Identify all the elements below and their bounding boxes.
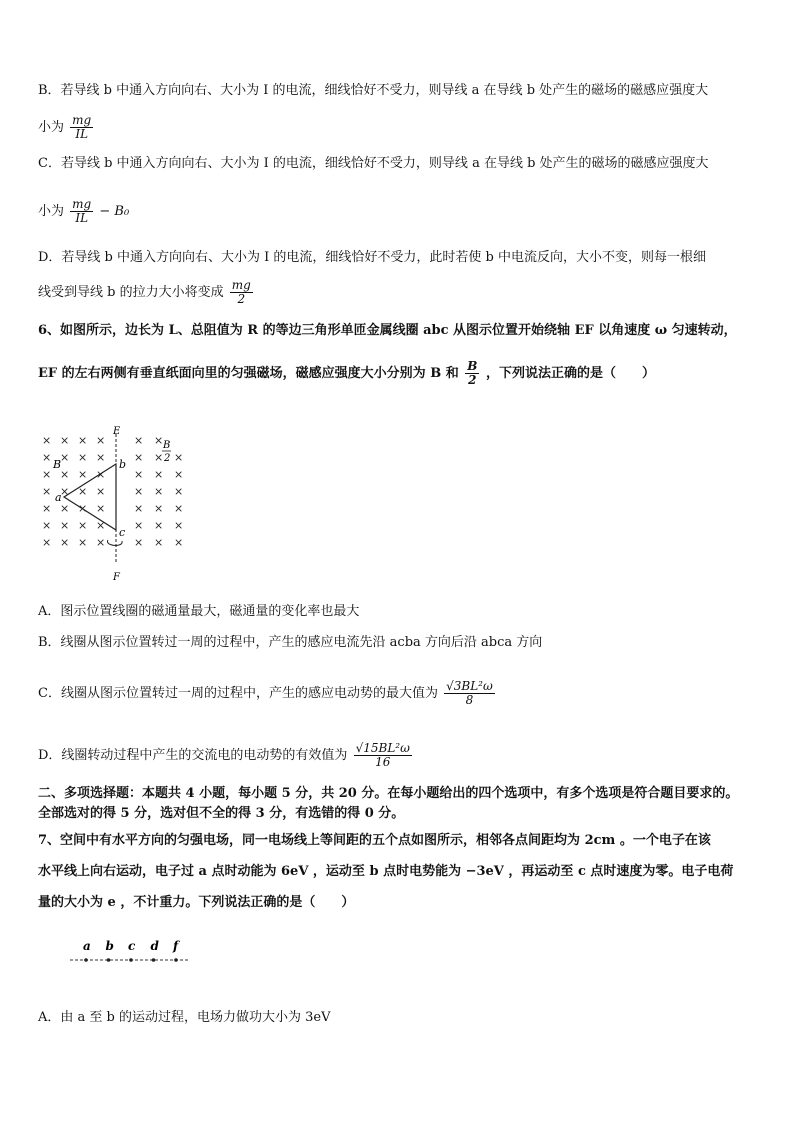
field-cross-right: × (154, 536, 164, 549)
field-cross-left: × (96, 468, 106, 481)
field-point-d (152, 958, 156, 962)
q6-stem-line2 (38, 360, 655, 387)
field-cross-left: × (96, 434, 106, 447)
q5-option-d-line1: D．若导线 b 中通入方向向右、大小为 I 的电流，细线恰好不受力，此时若使 b 中电流反向，大小不变，则每一根细 (38, 250, 706, 265)
field-point-c (129, 958, 133, 962)
field-cross-right: × (154, 485, 164, 498)
field-label-b-left: B (53, 458, 62, 471)
q5-option-d-fraction (230, 279, 253, 306)
field-point-f (174, 958, 178, 962)
vertex-label-a: a (55, 491, 62, 504)
q5-option-c-frac-num: mg (72, 197, 92, 211)
field-cross-left: × (60, 451, 70, 464)
field-cross-left: × (96, 485, 106, 498)
q5-option-b-line2 (38, 114, 95, 141)
section2-heading-line1: 二、多项选择题：本题共 4 小题，每小题 5 分，共 20 分。在每小题给出的四个选项中，有多个选项是符合题目要求的。 (38, 786, 739, 801)
field-cross-left: × (96, 451, 106, 464)
field-cross-left: × (42, 519, 52, 532)
field-cross-right: × (174, 536, 184, 549)
q5-option-c-frac-den: IL (75, 211, 89, 225)
field-label-b-right-num: B (163, 440, 171, 451)
q5-option-d-frac-num: mg (231, 278, 251, 292)
q6-magnetic-field-figure (34, 424, 194, 586)
q6-stem-line2-suffix: ，下列说法正确的是（ ） (485, 366, 655, 381)
q7-stem-line2: 水平线上向右运动，电子过 a 点时动能为 6eV ，运动至 b 点时电势能为 −3eV ，再运动至 c 点时速度为零。电子电荷 (38, 864, 734, 879)
axis-label-f: F (113, 572, 120, 583)
q6-option-a: A．图示位置线圈的磁通量最大，磁通量的变化率也最大 (38, 604, 360, 619)
q7-stem-line3: 量的大小为 e ，不计重力。下列说法正确的是（ ） (38, 895, 355, 910)
field-cross-left: × (78, 519, 88, 532)
field-cross-right: × (174, 502, 184, 515)
q5-option-d-frac-den: 2 (237, 292, 246, 306)
field-point-label-f: f (173, 939, 179, 953)
q6-option-d-prefix: D．线圈转动过程中产生的交流电的电动势的有效值为 (38, 748, 348, 763)
q6-option-c-frac-den: 8 (465, 693, 474, 707)
field-cross-right: × (154, 519, 164, 532)
field-point-label-d: d (150, 939, 159, 953)
field-point-b (107, 958, 111, 962)
q6-stem-frac-den: 2 (468, 373, 477, 387)
field-cross-left: × (42, 536, 52, 549)
field-cross-left: × (78, 451, 88, 464)
field-cross-left: × (78, 536, 88, 549)
q6-option-d-fraction (354, 742, 412, 769)
field-cross-right: × (134, 434, 144, 447)
rotation-arrow-icon (107, 540, 122, 545)
vertex-label-c: c (119, 526, 126, 539)
q6-stem-line2-prefix: EF 的左右两侧有垂直纸面向里的匀强磁场，磁感应强度大小分别为 B 和 (38, 366, 459, 381)
q5-option-b-prefix: 小为 (38, 120, 65, 135)
field-cross-right: × (174, 485, 184, 498)
field-point-label-a: a (83, 939, 91, 953)
field-cross-left: × (60, 485, 70, 498)
field-cross-left: × (60, 502, 70, 515)
q6-stem-fraction (465, 360, 479, 387)
field-cross-left: × (78, 434, 88, 447)
q5-option-b-frac-num: mg (72, 113, 92, 127)
field-label-b-right-den: 2 (164, 453, 171, 464)
q5-option-c-prefix: 小为 (38, 204, 65, 219)
field-cross-left: × (96, 519, 106, 532)
q5-option-c-line1: C．若导线 b 中通入方向向右、大小为 I 的电流，细线恰好不受力，则导线 a 在导线 b 处产生的磁场的磁感应强度大 (38, 156, 709, 171)
field-cross-left: × (78, 502, 88, 515)
q5-option-c-fraction (70, 198, 93, 225)
field-point-a (84, 958, 88, 962)
field-cross-left: × (60, 468, 70, 481)
field-cross-left: × (60, 519, 70, 532)
q6-option-b: B．线圈从图示位置转过一周的过程中，产生的感应电流先沿 acba 方向后沿 abca 方向 (38, 635, 543, 650)
q5-option-b-frac-den: IL (75, 127, 89, 141)
field-points (83, 939, 180, 962)
q6-option-c-prefix: C．线圈从图示位置转过一周的过程中，产生的感应电动势的最大值为 (38, 686, 438, 701)
vertex-label-b: b (119, 458, 127, 471)
q7-option-a: A．由 a 至 b 的运动过程，电场力做功大小为 3eV (38, 1010, 331, 1025)
field-cross-left: × (96, 502, 106, 515)
q6-stem-line1: 6、如图所示，边长为 L、总阻值为 R 的等边三角形单匝金属线圈 abc 从图示位置开始绕轴 EF 以角速度 ω 匀速转动， (38, 323, 737, 338)
q5-option-c-suffix: − B₀ (99, 204, 130, 219)
field-cross-right: × (154, 451, 164, 464)
field-cross-right: × (134, 485, 144, 498)
q6-option-c-frac-num: √3BL²ω (446, 679, 493, 693)
field-cross-right: × (174, 468, 184, 481)
field-point-label-b: b (105, 939, 114, 953)
field-cross-left: × (78, 485, 88, 498)
field-cross-left: × (42, 434, 52, 447)
field-point-label-c: c (128, 939, 136, 953)
field-cross-right: × (134, 502, 144, 515)
field-cross-right: × (134, 519, 144, 532)
q5-option-d-line2 (38, 279, 255, 306)
q5-option-b-fraction (70, 114, 93, 141)
q6-option-c (38, 680, 497, 707)
axis-label-e: E (113, 426, 121, 437)
q6-option-c-fraction (444, 680, 495, 707)
field-cross-right: × (174, 519, 184, 532)
field-cross-left: × (42, 451, 52, 464)
field-cross-left: × (42, 468, 52, 481)
q6-option-d (38, 742, 414, 769)
q5-option-b-line1: B．若导线 b 中通入方向向右、大小为 I 的电流，细线恰好不受力，则导线 a 在导线 b 处产生的磁场的磁感应强度大 (38, 83, 709, 98)
field-cross-right: × (154, 468, 164, 481)
field-cross-left: × (60, 536, 70, 549)
right-field-crosses (134, 434, 183, 549)
field-cross-right: × (134, 468, 144, 481)
field-cross-left: × (42, 502, 52, 515)
q6-option-d-frac-den: 16 (375, 755, 391, 769)
triangle-coil-abc (64, 464, 116, 530)
q5-option-c-line2 (38, 198, 129, 225)
q5-option-d-prefix: 线受到导线 b 的拉力大小将变成 (38, 285, 224, 300)
field-cross-right: × (154, 434, 164, 447)
field-cross-left: × (42, 485, 52, 498)
q7-stem-line1: 7、空间中有水平方向的匀强电场，同一电场线上等间距的五个点如图所示，相邻各点间距均为 2cm 。一个电子在该 (38, 833, 711, 848)
section2-heading-line2: 全部选对的得 5 分，选对但不全的得 3 分，有选错的得 0 分。 (38, 806, 405, 821)
q6-stem-frac-num: B (467, 359, 478, 373)
field-cross-right: × (154, 502, 164, 515)
field-cross-right: × (134, 451, 144, 464)
field-cross-left: × (60, 434, 70, 447)
field-cross-right: × (174, 451, 184, 464)
field-cross-left: × (96, 536, 106, 549)
field-cross-left: × (78, 468, 88, 481)
field-cross-right: × (134, 536, 144, 549)
q7-field-line-figure (66, 936, 196, 968)
q6-option-d-frac-num: √15BL²ω (355, 741, 410, 755)
